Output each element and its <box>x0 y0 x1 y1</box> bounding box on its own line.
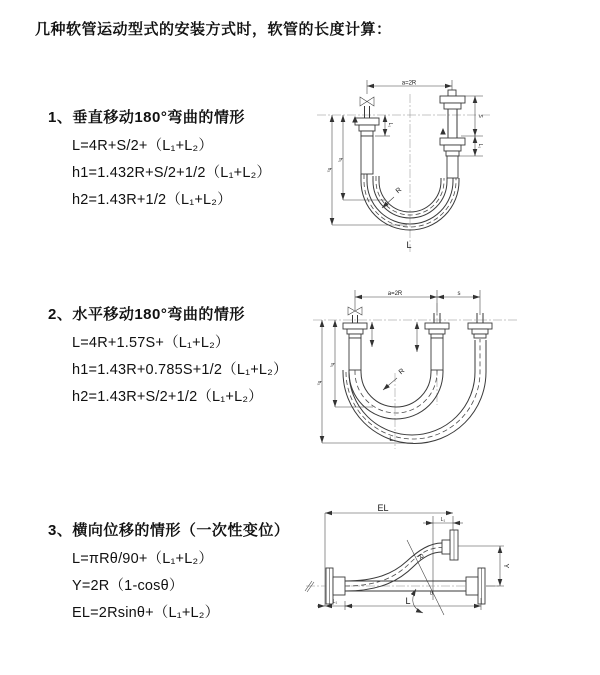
middle-fitting <box>425 323 449 370</box>
dim-label-l1-top: L₁ <box>440 517 446 523</box>
dim-label-h1: h₁ <box>329 362 335 368</box>
dim-label-h2: h₂ <box>316 380 322 386</box>
dim-label-r: R <box>397 367 407 377</box>
dim-label-l1-right: L₁ <box>477 143 483 149</box>
dim-label-el: EL <box>377 503 389 513</box>
s-curve-hose <box>345 543 442 591</box>
left-fitting <box>355 118 379 174</box>
end-arrow <box>440 128 446 135</box>
section-2-formula-L: L=4R+1.57S+（L₁+L₂） <box>72 335 230 351</box>
dim-label-h1: h₁ <box>337 157 343 163</box>
right-flange <box>466 568 485 604</box>
dim-label-a2r: a=2R <box>387 291 403 297</box>
dim-label-l: L <box>406 240 412 250</box>
section-3-formula-EL: EL=2Rsinθ+（L₁+L₂） <box>72 605 220 621</box>
section-2-formula-h2: h2=1.43R+S/2+1/2（L₁+L₂） <box>72 389 263 405</box>
diagram-vertical-move-180 <box>315 78 580 258</box>
braided-hose-section <box>349 338 361 370</box>
left-fitting <box>343 323 367 370</box>
section-2-formula-h1: h1=1.43R+0.785S+1/2（L₁+L₂） <box>72 362 288 378</box>
break-mark <box>305 581 314 592</box>
dim-label-theta: θ <box>430 591 433 597</box>
section-1-formula-h2: h2=1.43R+1/2（L₁+L₂） <box>72 192 232 208</box>
dim-label-y: Y <box>502 563 509 569</box>
dim-label-s: S <box>477 114 483 118</box>
dim-label-s: s <box>457 291 461 297</box>
page-title: 几种软管运动型式的安装方式时，软管的长度计算： <box>35 21 392 38</box>
dim-label-l: L <box>389 437 393 443</box>
dim-label-r: R <box>415 553 425 562</box>
section-3-formula-L: L=πRθ/90+（L₁+L₂） <box>72 551 214 567</box>
section-1-formula-L: L=4R+S/2+（L₁+L₂） <box>72 138 214 154</box>
braided-hose-section <box>447 156 458 178</box>
valve-icon <box>360 97 374 106</box>
diagram-lateral-displacement <box>303 503 588 638</box>
section-2-heading: 2、水平移动180°弯曲的情形 <box>48 306 245 323</box>
diagram-horizontal-move-180 <box>313 285 580 455</box>
section-1-heading: 1、垂直移动180°弯曲的情形 <box>48 109 245 126</box>
dim-label-l1-left: L₁ <box>387 122 393 128</box>
upper-flange <box>442 530 458 560</box>
dim-label-l1-bottom: L₁ <box>332 599 338 605</box>
dim-label-r: R <box>394 186 404 196</box>
section-3-formula-Y: Y=2R（1-cosθ） <box>72 578 184 594</box>
section-3-heading: 3、横向位移的情形（一次性变位） <box>48 522 290 539</box>
braided-hose-section <box>431 338 443 370</box>
dim-label-h2: h₂ <box>326 167 332 173</box>
dim-label-a2r: a=2R <box>401 80 417 87</box>
braided-hose-section <box>361 136 373 174</box>
dim-label-l: L <box>405 596 411 606</box>
right-fitting <box>468 323 492 338</box>
section-1-formula-h1: h1=1.432R+S/2+1/2（L₁+L₂） <box>72 165 272 181</box>
u-bend-hose <box>343 339 486 444</box>
